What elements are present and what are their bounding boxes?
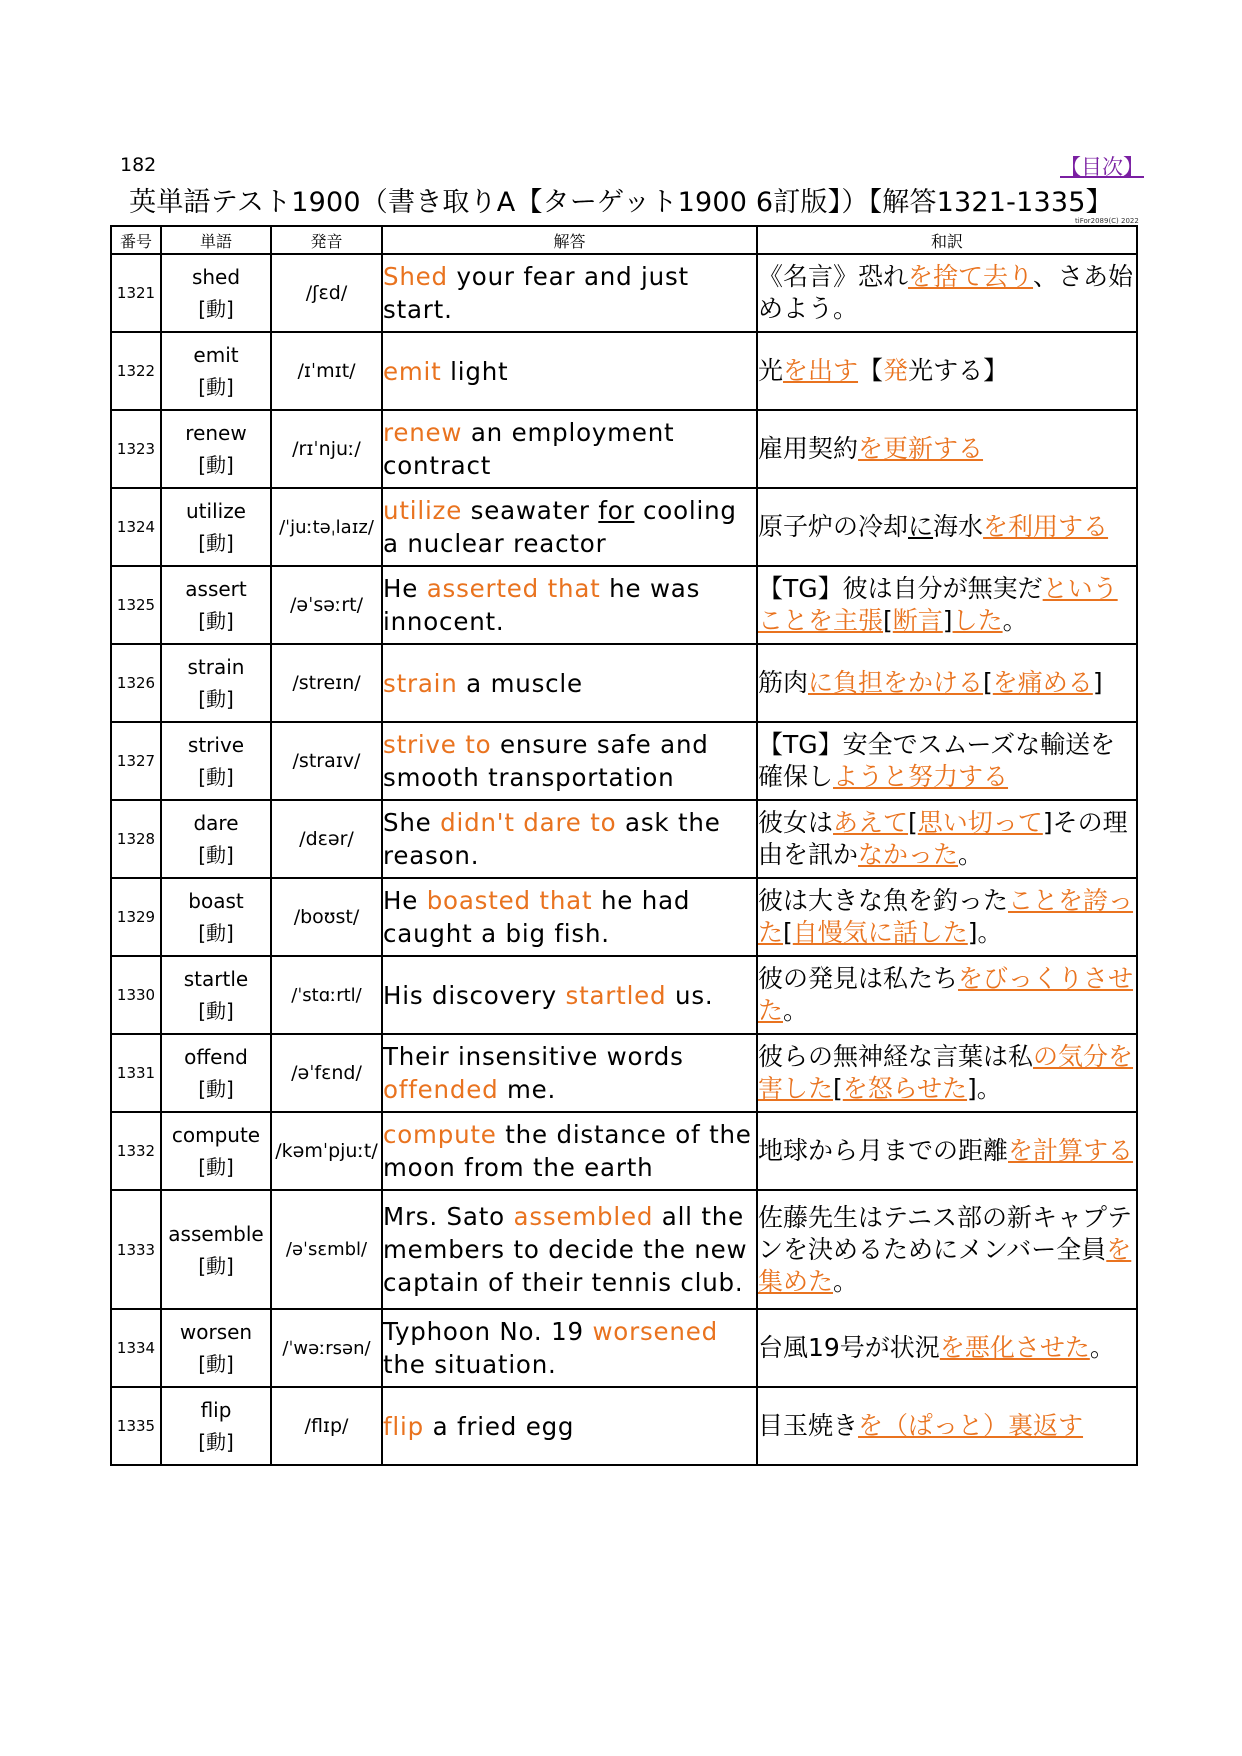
answer-text: all the members to decide the new captain of their tennis club. <box>383 1202 748 1297</box>
entry-number: 1328 <box>111 800 161 878</box>
answer-highlight: didn't dare to <box>440 808 617 837</box>
translation-highlight: ということを主張 <box>758 574 1118 635</box>
entry-word-cell <box>161 254 271 332</box>
header-answer: 解答 <box>382 226 757 254</box>
entry-word-cell <box>161 1309 271 1387</box>
page-title: 英単語テスト1900（書き取りA【ターゲット1900 6訂版】）【解答1321-1335】 <box>129 187 1113 218</box>
translation-text: 筋肉 <box>758 668 809 697</box>
part-of-speech: [動] <box>198 921 234 945</box>
translation-text: 台風19号が状況 <box>758 1333 940 1362</box>
entry-word-cell <box>161 1387 271 1465</box>
translation-text: 、さあ始めよう。 <box>758 262 1134 323</box>
entry-word-cell <box>161 1112 271 1190</box>
answer-text: He <box>383 574 427 603</box>
translation-text: 【TG】安全でスムーズな輸送を確保し <box>758 730 1116 791</box>
answer-text: the situation. <box>383 1350 557 1379</box>
translation-text: 彼女は <box>758 808 834 837</box>
entry-answer <box>382 1190 757 1309</box>
entry-word: compute <box>171 1123 261 1147</box>
answer-highlight: boasted that <box>426 886 593 915</box>
translation-text: 【TG】彼は自分が無実だ <box>758 574 1043 603</box>
entry-answer <box>382 800 757 878</box>
part-of-speech: [動] <box>198 765 234 789</box>
entry-word-cell <box>161 410 271 488</box>
translation-highlight: した <box>952 606 1003 635</box>
translation-text: [ <box>833 1074 843 1103</box>
entry-word: dare <box>193 811 239 835</box>
table-row <box>111 566 1137 644</box>
translation-highlight: なかった <box>858 840 959 869</box>
translation-highlight: を（ぱっと）裏返す <box>858 1411 1084 1440</box>
translation-text: 地球から月までの距離 <box>758 1136 1009 1165</box>
part-of-speech: [動] <box>198 375 234 399</box>
translation-text: 光 <box>758 356 784 385</box>
entry-answer <box>382 254 757 332</box>
part-of-speech: [動] <box>198 1077 234 1101</box>
answer-text: an employment contract <box>383 418 675 480</box>
answer-highlight: compute <box>383 1120 497 1149</box>
translation-text: 。 <box>1002 606 1028 635</box>
translation-highlight: を捨て去り <box>908 262 1034 291</box>
table-row <box>111 1309 1137 1387</box>
entry-number: 1330 <box>111 956 161 1034</box>
entry-word-cell <box>161 488 271 566</box>
entry-word: startle <box>183 967 249 991</box>
entry-answer <box>382 566 757 644</box>
entry-number: 1325 <box>111 566 161 644</box>
answer-highlight: for <box>598 496 635 525</box>
entry-pronunciation: /əˈsəːrt/ <box>271 566 382 644</box>
translation-text: 目玉焼き <box>758 1411 859 1440</box>
translation-highlight: を出す <box>783 356 859 385</box>
entry-number: 1329 <box>111 878 161 956</box>
entry-answer <box>382 644 757 722</box>
table-row <box>111 410 1137 488</box>
part-of-speech: [動] <box>198 999 234 1023</box>
translation-text: [ <box>908 808 918 837</box>
answer-text: cooling a nuclear reactor <box>383 496 737 558</box>
translation-text: ]。 <box>967 918 1003 947</box>
entry-number: 1326 <box>111 644 161 722</box>
translation-highlight: 断言 <box>892 606 943 635</box>
entry-answer <box>382 722 757 800</box>
entry-answer <box>382 488 757 566</box>
answer-text: your fear and just start. <box>383 262 689 324</box>
translation-text: 原子炉の冷却 <box>758 512 909 541</box>
entry-number: 1335 <box>111 1387 161 1465</box>
part-of-speech: [動] <box>198 453 234 477</box>
entry-answer <box>382 956 757 1034</box>
entry-word-cell <box>161 800 271 878</box>
entry-pronunciation: /ˈstɑːrtl/ <box>271 956 382 1034</box>
entry-translation <box>757 332 1137 410</box>
entry-number: 1324 <box>111 488 161 566</box>
entry-translation <box>757 410 1137 488</box>
part-of-speech: [動] <box>198 1352 234 1376</box>
entry-word: renew <box>185 421 247 445</box>
translation-text: 。 <box>958 840 984 869</box>
entry-pronunciation: /rɪˈnjuː/ <box>271 410 382 488</box>
answer-text: a fried egg <box>424 1411 575 1441</box>
entry-word-cell <box>161 956 271 1034</box>
entry-number: 1333 <box>111 1190 161 1309</box>
entry-pronunciation: /ˈwəːrsən/ <box>271 1309 382 1387</box>
entry-answer <box>382 1309 757 1387</box>
translation-text: 彼は大きな魚を釣った <box>758 886 1009 915</box>
translation-text: [ <box>983 668 993 697</box>
translation-text: ] <box>942 606 953 635</box>
translation-text: ]。 <box>967 1074 1002 1103</box>
table-row <box>111 878 1137 956</box>
entry-pronunciation: /ɪˈmɪt/ <box>271 332 382 410</box>
answer-text: a muscle <box>457 668 583 698</box>
table-row <box>111 332 1137 410</box>
translation-highlight: 発 <box>883 356 909 385</box>
translation-text: 佐藤先生はテニス部の新キャプテンを決めるためにメンバー全員 <box>758 1202 1133 1264</box>
table-header-row <box>111 226 1137 254</box>
translation-highlight: を更新する <box>858 434 984 463</box>
entry-pronunciation: /straɪv/ <box>271 722 382 800</box>
part-of-speech: [動] <box>198 1253 234 1278</box>
part-of-speech: [動] <box>198 531 234 555</box>
translation-highlight: を集めた <box>758 1234 1132 1296</box>
entry-word: strain <box>187 655 245 679</box>
table-row <box>111 1034 1137 1112</box>
entry-translation <box>757 956 1137 1034</box>
entry-pronunciation: /flɪp/ <box>271 1387 382 1465</box>
entry-number: 1332 <box>111 1112 161 1190</box>
part-of-speech: [動] <box>198 1430 234 1454</box>
translation-text: 。 <box>783 996 809 1025</box>
translation-text: 。 <box>833 1266 859 1296</box>
entry-word: boast <box>188 889 244 913</box>
entry-translation <box>757 800 1137 878</box>
entry-word-cell <box>161 332 271 410</box>
entry-word: assert <box>185 577 247 601</box>
answer-text: light <box>441 356 509 386</box>
entry-word-cell <box>161 722 271 800</box>
entry-translation <box>757 1034 1137 1112</box>
translation-text: 。 <box>1089 1333 1115 1362</box>
entry-translation <box>757 488 1137 566</box>
entry-pronunciation: /ˈjuːtəˌlaɪz/ <box>271 488 382 566</box>
answer-text: the distance of the moon from the earth <box>383 1120 752 1182</box>
translation-highlight: を計算する <box>1008 1136 1134 1165</box>
entry-translation <box>757 566 1137 644</box>
entry-word: shed <box>191 265 241 289</box>
translation-text: 彼の発見は私たち <box>758 964 959 993</box>
answer-text: She <box>383 808 441 837</box>
answer-text: he had caught a big fish. <box>383 886 691 948</box>
entry-word: flip <box>200 1398 232 1422</box>
entry-number: 1327 <box>111 722 161 800</box>
entry-number: 1322 <box>111 332 161 410</box>
header-translation: 和訳 <box>757 226 1137 254</box>
answer-highlight: worsened <box>592 1317 718 1346</box>
translation-highlight: を利用する <box>983 512 1109 541</box>
translation-text: 【 <box>858 356 884 385</box>
translation-text: ] <box>1092 668 1103 697</box>
entry-answer <box>382 410 757 488</box>
header-number: 番号 <box>111 226 161 254</box>
answer-text: His discovery <box>383 980 566 1010</box>
entry-translation <box>757 254 1137 332</box>
part-of-speech: [動] <box>198 1155 234 1179</box>
header-pronunciation: 発音 <box>271 226 382 254</box>
translation-highlight: ようと努力する <box>833 762 1009 791</box>
part-of-speech: [動] <box>198 297 234 321</box>
entry-word: assemble <box>168 1221 264 1246</box>
table-row <box>111 956 1137 1034</box>
entry-answer <box>382 1387 757 1465</box>
entry-translation <box>757 1112 1137 1190</box>
table-row <box>111 722 1137 800</box>
answer-highlight: offended <box>383 1075 499 1104</box>
table-of-contents-link[interactable]: 【目次】 <box>1060 155 1144 179</box>
header-word: 単語 <box>161 226 271 254</box>
part-of-speech: [動] <box>198 687 234 711</box>
entry-word: strive <box>187 733 245 757</box>
entry-pronunciation: /boʊst/ <box>271 878 382 956</box>
answer-highlight: emit <box>383 356 442 386</box>
entry-word-cell <box>161 1190 271 1309</box>
entry-translation <box>757 644 1137 722</box>
translation-highlight: 自慢気に話した <box>792 918 968 947</box>
answer-highlight: strain <box>383 668 458 698</box>
entry-pronunciation: /kəmˈpjuːt/ <box>271 1112 382 1190</box>
part-of-speech: [動] <box>198 843 234 867</box>
table-row <box>111 800 1137 878</box>
answer-text: He <box>383 886 427 915</box>
entry-pronunciation: /əˈsɛmbl/ <box>271 1190 382 1309</box>
copyright-note: tiFor2089(C) 2022 <box>1075 217 1139 225</box>
entry-word-cell <box>161 566 271 644</box>
table-row <box>111 1112 1137 1190</box>
entry-answer <box>382 332 757 410</box>
answer-text: Typhoon No. 19 <box>383 1317 593 1346</box>
translation-text: [ <box>883 606 893 635</box>
answer-text: he was innocent. <box>383 574 701 636</box>
entry-word: offend <box>184 1045 248 1069</box>
answer-highlight: startled <box>565 980 667 1010</box>
entry-translation <box>757 1387 1137 1465</box>
table-row <box>111 644 1137 722</box>
entry-word-cell <box>161 644 271 722</box>
answer-text: me. <box>498 1075 557 1104</box>
answer-text: Mrs. Sato <box>383 1202 514 1231</box>
entry-answer <box>382 1112 757 1190</box>
entry-translation <box>757 1190 1137 1309</box>
entry-word: emit <box>193 343 239 367</box>
answer-text: us. <box>666 980 714 1010</box>
entry-pronunciation: /ʃɛd/ <box>271 254 382 332</box>
entry-translation <box>757 1309 1137 1387</box>
table-row <box>111 1387 1137 1465</box>
entry-translation <box>757 878 1137 956</box>
translation-highlight: に負担をかける <box>808 668 984 697</box>
part-of-speech: [動] <box>198 609 234 633</box>
translation-highlight: あえて <box>833 808 909 837</box>
table-row <box>111 254 1137 332</box>
answer-text: seawater <box>462 496 599 525</box>
table-row <box>111 488 1137 566</box>
entry-number: 1323 <box>111 410 161 488</box>
answer-text: ask the reason. <box>383 808 721 870</box>
translation-highlight: 思い切って <box>917 808 1043 837</box>
translation-text: 海水 <box>933 512 984 541</box>
translation-text: ]その理由を訊か <box>758 808 1128 869</box>
answer-highlight: assembled <box>513 1202 654 1231</box>
table-body <box>111 254 1137 1465</box>
translation-text: 《名言》恐れ <box>758 262 909 291</box>
entry-word: utilize <box>186 499 246 523</box>
translation-highlight: を悪化させた <box>939 1333 1090 1362</box>
translation-highlight: の気分を害した <box>758 1042 1134 1103</box>
entry-word-cell <box>161 878 271 956</box>
translation-highlight: ことを誇った <box>758 886 1134 947</box>
entry-translation <box>757 722 1137 800</box>
answer-text: Their insensitive words <box>383 1042 684 1071</box>
entry-word-cell <box>161 1034 271 1112</box>
translation-highlight: を痛める <box>992 668 1093 697</box>
translation-highlight: に <box>908 512 934 541</box>
entry-pronunciation: /streɪn/ <box>271 644 382 722</box>
translation-text: 光する】 <box>908 356 1009 385</box>
answer-highlight: utilize <box>383 496 463 525</box>
answer-highlight: flip <box>383 1411 424 1441</box>
entry-number: 1321 <box>111 254 161 332</box>
table-row <box>111 1190 1137 1309</box>
entry-answer <box>382 878 757 956</box>
entry-pronunciation: /dɛər/ <box>271 800 382 878</box>
translation-text: [ <box>783 918 793 947</box>
vocabulary-table <box>110 225 1138 1466</box>
entry-pronunciation: /əˈfɛnd/ <box>271 1034 382 1112</box>
translation-highlight: を怒らせた <box>842 1074 968 1103</box>
page-number: 182 <box>120 154 157 176</box>
answer-highlight: Shed <box>383 262 448 291</box>
answer-highlight: asserted that <box>426 574 601 603</box>
answer-highlight: renew <box>383 418 463 447</box>
answer-highlight: strive to <box>383 730 492 759</box>
translation-text: 彼らの無神経な言葉は私 <box>758 1042 1034 1071</box>
translation-highlight: をびっくりさせた <box>758 964 1134 1025</box>
translation-text: 雇用契約 <box>758 434 859 463</box>
answer-text: ensure safe and smooth transportation <box>383 730 709 792</box>
entry-number: 1331 <box>111 1034 161 1112</box>
entry-number: 1334 <box>111 1309 161 1387</box>
entry-word: worsen <box>179 1320 253 1344</box>
entry-answer <box>382 1034 757 1112</box>
